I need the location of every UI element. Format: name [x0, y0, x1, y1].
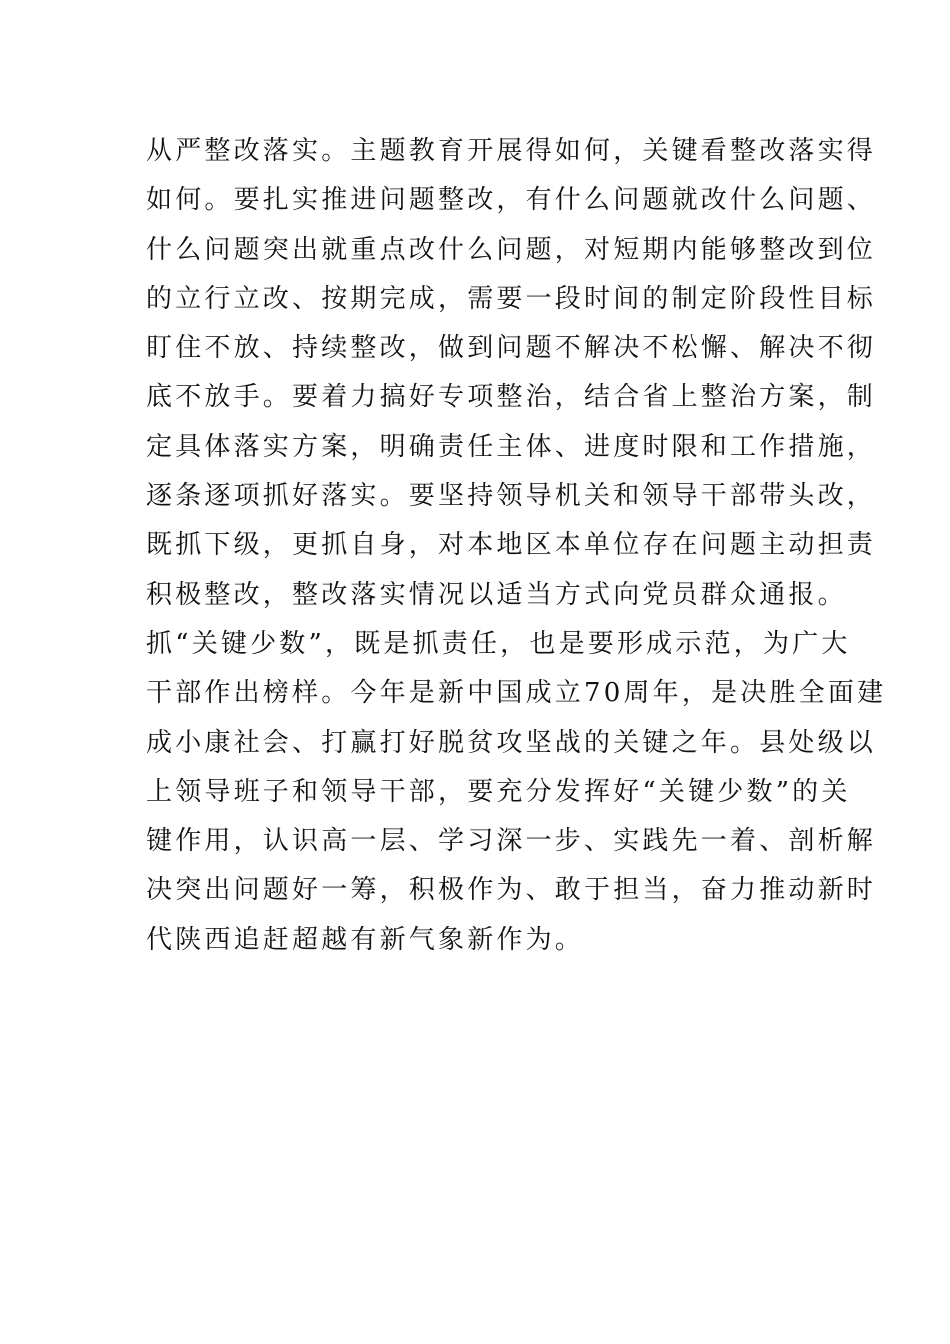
text-line: 什么问题突出就重点改什么问题，对短期内能够整改到位: [146, 234, 877, 265]
text-line: 定具体落实方案，明确责任主体、进度时限和工作措施，: [146, 431, 877, 462]
text-line: 既抓下级，更抓自身，对本地区本单位存在问题主动担责: [146, 530, 877, 561]
text-line: 成小康社会、打赢打好脱贫攻坚战的关键之年。县处级以: [146, 727, 877, 758]
text-line: 从严整改落实。主题教育开展得如何，关键看整改落实得: [146, 136, 877, 166]
text-line: 积极整改，整改落实情况以适当方式向党员群众通报。: [146, 579, 847, 610]
text-line: 盯住不放、持续整改，做到问题不解决不松懈、解决不彻: [146, 333, 877, 364]
text-line: 决突出问题好一筹，积极作为、敢于担当，奋力推动新时: [146, 875, 877, 906]
text-line: 的立行立改、按期完成，需要一段时间的制定阶段性目标: [146, 283, 877, 314]
text-line: 抓“关键少数”，既是抓责任，也是要形成示范，为广大: [146, 628, 851, 659]
text-line: 代陕西追赶超越有新气象新作为。: [146, 924, 585, 955]
text-line: 底不放手。要着力搞好专项整治，结合省上整治方案，制: [146, 382, 877, 413]
text-line: 逐条逐项抓好落实。要坚持领导机关和领导干部带头改，: [146, 481, 877, 512]
text-line: 干部作出榜样。今年是新中国成立70周年，是决胜全面建: [146, 678, 887, 709]
text-line: 上领导班子和领导干部，要充分发挥好“关键少数”的关: [146, 776, 851, 807]
text-line: 键作用，认识高一层、学习深一步、实践先一着、剖析解: [146, 826, 877, 857]
text-line: 如何。要扎实推进问题整改，有什么问题就改什么问题、: [146, 185, 877, 216]
body-text: [146, 127, 887, 965]
